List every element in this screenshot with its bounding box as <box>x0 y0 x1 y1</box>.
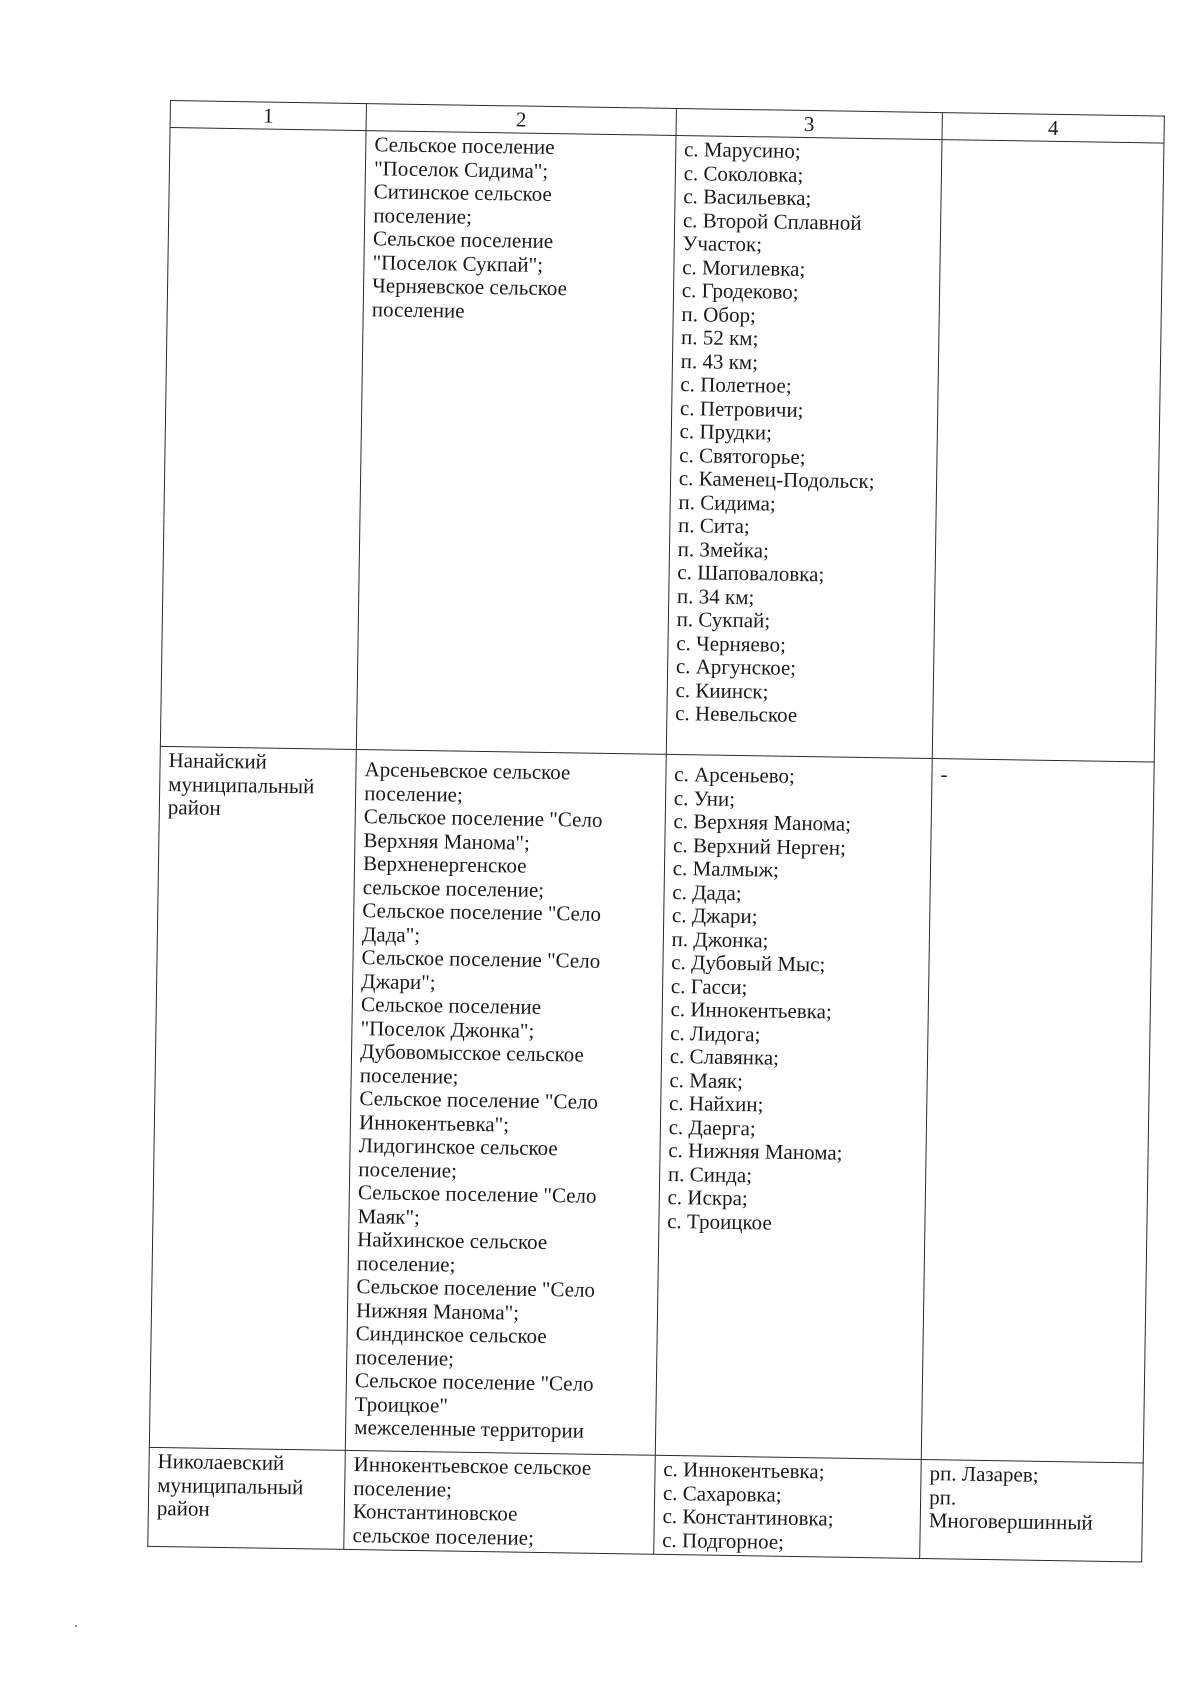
cell-line: п. Сидима; <box>678 489 776 516</box>
cell-line: муниципальный <box>157 1472 304 1499</box>
cell-line: п. 34 км; <box>676 583 755 609</box>
cell-line: Иннокентьевка"; <box>358 1109 510 1136</box>
district-cell <box>149 746 356 1450</box>
cell-line: с. Уни; <box>673 785 736 811</box>
cell-line: с. Киинск; <box>675 677 769 703</box>
cell-line: с. Искра; <box>667 1184 748 1211</box>
cell-line: с. Верхняя Манома; <box>673 808 852 836</box>
cell-line: "Поселок Сидима"; <box>373 155 549 183</box>
cell-line: Черняевское сельское <box>372 273 568 301</box>
cell-line: с. Константиновка; <box>662 1503 834 1531</box>
cell-line: с. Черняево; <box>676 630 787 657</box>
cell-line: с. Невельское <box>675 701 798 727</box>
cell-line: с. Гродеково; <box>681 278 799 304</box>
cell-line: Сельское поселение "Село <box>359 1086 599 1114</box>
cell-line: с. Джари; <box>671 902 758 929</box>
cell-line: п. 43 км; <box>680 348 759 374</box>
cell-line: с. Шаповаловка; <box>677 560 825 587</box>
column-number-3: 3 <box>676 108 943 139</box>
cell-line: с. Арсеньево; <box>674 762 796 788</box>
cell-line: Синдинское сельское <box>355 1321 547 1349</box>
cell-line: с. Лидога; <box>669 1020 761 1046</box>
cell-line: межселенные территории <box>354 1415 585 1443</box>
cell-line: Иннокентьевское сельское <box>353 1452 592 1480</box>
cell-line: с. Сахаровка; <box>662 1480 782 1507</box>
column-4-cell <box>921 759 1154 1463</box>
cell-line: с. Аргунское; <box>675 654 797 680</box>
settlements-cell <box>356 131 675 755</box>
cell-line: Нижняя Манома"; <box>355 1297 520 1325</box>
cell-line: Маяк"; <box>357 1203 421 1229</box>
cell-line: Многовершинный <box>928 1508 1093 1535</box>
cell-line: "Поселок Сукпай"; <box>372 249 544 277</box>
cell-line: поселение; <box>353 1475 453 1502</box>
cell-line: сельское поселение; <box>362 874 545 902</box>
cell-line: Сельское поселение "Село <box>357 1180 597 1208</box>
cell-line: с. Полетное; <box>680 372 792 398</box>
cell-line: "Поселок Джонка"; <box>360 1015 535 1043</box>
cell-line: поселение; <box>355 1344 455 1371</box>
cell-line: Сельское поселение "Село <box>354 1368 594 1396</box>
cell-line: с. Соколовка; <box>683 160 804 187</box>
cell-line: Константиновское <box>352 1499 518 1526</box>
cell-line: Ситинское сельское <box>373 179 553 207</box>
settlements-cell <box>344 1450 655 1554</box>
cell-line: поселение; <box>373 202 473 229</box>
cell-line: поселение; <box>359 1062 459 1089</box>
cell-line: с. Маяк; <box>669 1067 744 1093</box>
localities-cell <box>655 754 932 1459</box>
cell-line: Участок; <box>682 231 763 257</box>
cell-line: поселение; <box>356 1250 456 1277</box>
settlements-table <box>147 100 1165 1562</box>
cell-line: Джари"; <box>361 968 436 994</box>
cell-line: с. Даерга; <box>668 1114 756 1140</box>
column-number-1: 1 <box>170 101 367 131</box>
cell-line: с. Троицкое <box>667 1208 772 1235</box>
scan-speck <box>75 1625 77 1627</box>
cell-line: с. Иннокентьевка; <box>663 1456 825 1484</box>
cell-line: с. Гасси; <box>670 973 748 999</box>
cell-line: рп. Лазарев; <box>929 1461 1039 1487</box>
cell-line: п. 52 км; <box>680 325 759 351</box>
cell-line: с. Могилевка; <box>682 254 806 281</box>
cell-line: Сельское поселение <box>372 226 554 254</box>
cell-line: район <box>167 795 221 820</box>
cell-line: Сельское поселение "Село <box>361 945 601 973</box>
cell-line: район <box>156 1495 210 1521</box>
cell-line: сельское поселение; <box>352 1522 535 1550</box>
cell-line: п. Джонка; <box>671 926 769 953</box>
cell-line: Лидогинское сельское <box>358 1133 558 1161</box>
cell-line: п. Сукпай; <box>676 607 771 633</box>
cell-line: Сельское поселение "Село <box>363 804 603 832</box>
cell-line: Найхинское сельское <box>357 1227 548 1255</box>
table-row <box>148 1447 1143 1562</box>
cell-line: с. Марусино; <box>683 137 801 163</box>
cell-line: рп. <box>929 1484 957 1510</box>
cell-line: п. Синда; <box>667 1161 753 1187</box>
cell-line: с. Иннокентьевка; <box>670 996 832 1024</box>
cell-line: с. Малмыж; <box>672 855 780 882</box>
cell-line: Николаевский <box>157 1448 285 1475</box>
cell-line: с. Васильевка; <box>683 184 812 211</box>
cell-line: с. Славянка; <box>669 1043 780 1070</box>
cell-line: Верхняя Манома"; <box>363 827 531 855</box>
cell-line: с. Святогорье; <box>679 442 806 469</box>
district-cell <box>148 1447 346 1549</box>
column-number-2: 2 <box>366 104 676 136</box>
cell-line: п. Змейка; <box>677 536 770 562</box>
cell-line: Дада"; <box>361 921 421 947</box>
cell-line: с. Подгорное; <box>662 1527 785 1554</box>
district-cell <box>160 128 366 750</box>
cell-line: - <box>940 762 948 787</box>
settlements-cell <box>345 750 666 1456</box>
cell-line: п. Сита; <box>677 513 750 539</box>
cell-line: поселение; <box>358 1156 458 1183</box>
cell-line: п. Обор; <box>681 301 757 327</box>
cell-line: Сельское поселение "Село <box>356 1274 596 1302</box>
cell-line: с. Каменец-Подольск; <box>678 466 875 494</box>
cell-line: с. Нижняя Манома; <box>668 1137 843 1165</box>
cell-line: поселение <box>371 296 465 323</box>
cell-line: с. Найхин; <box>668 1090 764 1117</box>
localities-cell <box>653 1455 921 1558</box>
table-row <box>149 746 1154 1463</box>
cell-line: с. Второй Сплавной <box>682 207 862 235</box>
cell-line: с. Верхний Нерген; <box>672 832 847 860</box>
cell-line: с. Петровичи; <box>679 395 804 422</box>
cell-line: Арсеньевское сельское <box>364 757 571 785</box>
cell-line: с. Дубовый Мыс; <box>671 949 826 977</box>
column-4-cell <box>920 1459 1143 1561</box>
cell-line: Сельское поселение <box>360 992 542 1019</box>
cell-line: Верхненергенское <box>362 851 527 878</box>
column-4-cell <box>932 140 1164 762</box>
cell-line: Дубовомысское сельское <box>360 1039 584 1067</box>
column-number-4: 4 <box>942 113 1164 143</box>
cell-line: с. Прудки; <box>679 419 773 445</box>
cell-line: с. Дада; <box>672 879 742 905</box>
table-row <box>160 128 1164 763</box>
localities-cell <box>666 135 942 758</box>
cell-line: муниципальный <box>168 771 315 798</box>
cell-line: поселение; <box>364 780 464 807</box>
cell-line: Сельское поселение <box>374 132 555 160</box>
cell-line: Нанайский <box>168 748 268 774</box>
cell-line: Троицкое" <box>354 1391 449 1418</box>
cell-line: Сельское поселение "Село <box>362 898 602 926</box>
